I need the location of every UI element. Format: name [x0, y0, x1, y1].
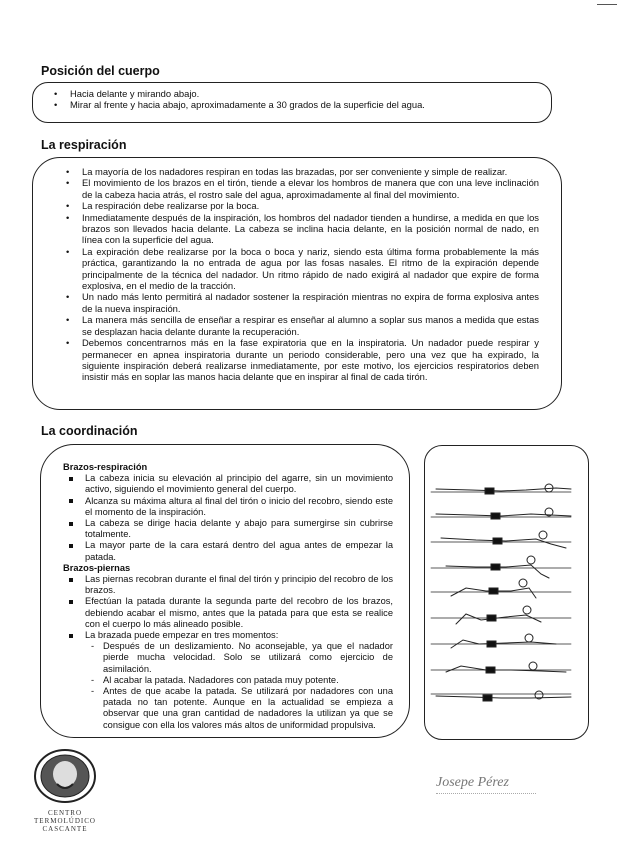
- arms-breathing-item: La cabeza se dirige hacia delante y abajo para sumergirse sin cubrirse totalmente.: [63, 518, 393, 540]
- swimmer-frame-5: [431, 579, 571, 598]
- breathing-list: [61, 166, 539, 383]
- arms-legs-list: [63, 574, 393, 641]
- breathing-box: [32, 157, 562, 410]
- signature-underline: [436, 793, 536, 794]
- swimmer-frame-9: [431, 691, 571, 701]
- stroke-moments-list: [63, 641, 393, 731]
- breathing-item: • El movimiento de los brazos en el tirón, tiende a elevar los hombros de manera que con una leve inclinación de la cabeza hacia atrás, el rostro sale del agua, aproximadamente al final del movimiento.: [61, 177, 539, 200]
- arms-legs-subtitle: Brazos-piernas: [63, 562, 131, 573]
- breaststroke-sequence-figure: [425, 446, 588, 739]
- breathing-item: • La mayoría de los nadadores respiran en todas las brazadas, por ser conveniente y simple de realizar.: [61, 166, 539, 177]
- swimmer-sequence-illustration: [424, 445, 589, 740]
- breathing-item: • Inmediatamente después de la inspiración, los hombros del nadador tienden a hundirse, a medida en que los brazos son llevados hacia delante. La cabeza se inclina hacia delante, en la posición normal de nado, en línea con la superficie del agua.: [61, 212, 539, 246]
- author-signature: [436, 775, 536, 794]
- stroke-moment-item: - Al acabar la patada. Nadadores con patada muy potente.: [63, 675, 393, 686]
- swimmer-frame-4: [431, 556, 571, 578]
- breathing-item: • La respiración debe realizarse por la boca.: [61, 200, 539, 211]
- arms-breathing-item: Alcanza su máxima altura al final del tirón o inicio del recobro, siendo este el momento de la inspiración.: [63, 496, 393, 518]
- arms-legs-item: Efectúan la patada durante la segunda parte del recobro de los brazos, debiendo acabar el mismo, antes que la patada para que esta se realice con el cuerpo lo más alineado posible.: [63, 596, 393, 630]
- coordination-title: La coordinación: [41, 424, 138, 438]
- stroke-moment-item: - Después de un deslizamiento. No aconsejable, ya que el nadador pierde mucha velocidad. Solo se utilizará como ejercicio de asimilación.: [63, 641, 393, 675]
- swimmer-frame-8: [431, 662, 571, 673]
- logo-line: CENTRO: [48, 809, 82, 817]
- logo-seal-icon: [33, 748, 97, 804]
- crescent-mark-icon: [508, 759, 518, 771]
- coordination-box: [40, 444, 410, 738]
- centro-termoludico-logo: [30, 748, 100, 833]
- arms-breathing-item: La mayor parte de la cara estará dentro del agua antes de empezar la patada.: [63, 540, 393, 562]
- arms-breathing-subtitle: Brazos-respiración: [63, 462, 148, 472]
- arms-breathing-item: La cabeza inicia su elevación al principio del agarre, sin un movimiento activo, siguiendo el movimiento general del cuerpo.: [63, 473, 393, 495]
- signature-text: Josepe Pérez: [436, 775, 509, 790]
- logo-line: CASCANTE: [42, 825, 88, 833]
- swimmer-frame-1: [431, 484, 571, 494]
- swimmer-frame-2: [431, 508, 571, 519]
- position-item: • Mirar al frente y hacia abajo, aproximadamente a 30 grados de la superficie del agua.: [49, 99, 537, 110]
- top-edge-line: [597, 4, 617, 5]
- arms-breathing-list: [63, 473, 393, 563]
- breathing-item: • La manera más sencilla de enseñar a respirar es enseñar al alumno a soplar sus manos a medida que estas se desplazan hacia delante durante la recuperación.: [61, 314, 539, 337]
- position-box: [32, 82, 552, 123]
- swimmer-frame-7: [431, 634, 571, 648]
- breathing-item: • Debemos concentrarnos más en la fase expiratoria que en la inspiratoria. Un nadador puede respirar y permanecer en apnea inspiratoria durante un periodo considerable, pero una vez que ha expirado, la siguiente inspiración deberá realizarse inmediatamente, por este motivo, los ejercicios respiratorios deben insistir más en soplar las manos hacia delante que en inspirar al final de cada tirón.: [61, 337, 539, 383]
- position-title: Posición del cuerpo: [41, 64, 160, 78]
- logo-line: TERMOLÚDICO: [34, 817, 96, 825]
- swimmer-frame-3: [431, 531, 571, 548]
- breathing-title: La respiración: [41, 138, 127, 152]
- position-list: [49, 88, 537, 111]
- breathing-item: • Un nado más lento permitirá al nadador sostener la respiración mientras no expira de forma explosiva antes de la nueva inspiración.: [61, 291, 539, 314]
- arms-legs-item: La brazada puede empezar en tres momentos:: [63, 630, 393, 641]
- swimmer-frame-6: [431, 606, 571, 624]
- breathing-item: • La expiración debe realizarse por la boca o boca y nariz, siendo esta última forma probablemente la más práctica, garantizando la no entrada de agua por las fosas nasales. El ritmo de la expiración depende principalmente de la técnica del nadador. Un ritmo rápido de nado exigirá al nadador que expire de forma explosiva, en el medio de la tracción.: [61, 246, 539, 292]
- position-item: • Hacia delante y mirando abajo.: [49, 88, 537, 99]
- stroke-moment-item: - Antes de que acabe la patada. Se utilizará por nadadores con una patada no tan potente. Aunque en la actualidad se empieza a observar que una gran cantidad de nadadores la utilizan ya que se consigue con ella los valores más altos de uniformidad propulsiva.: [63, 686, 393, 731]
- arms-legs-item: Las piernas recobran durante el final del tirón y principio del recobro de los brazos.: [63, 574, 393, 596]
